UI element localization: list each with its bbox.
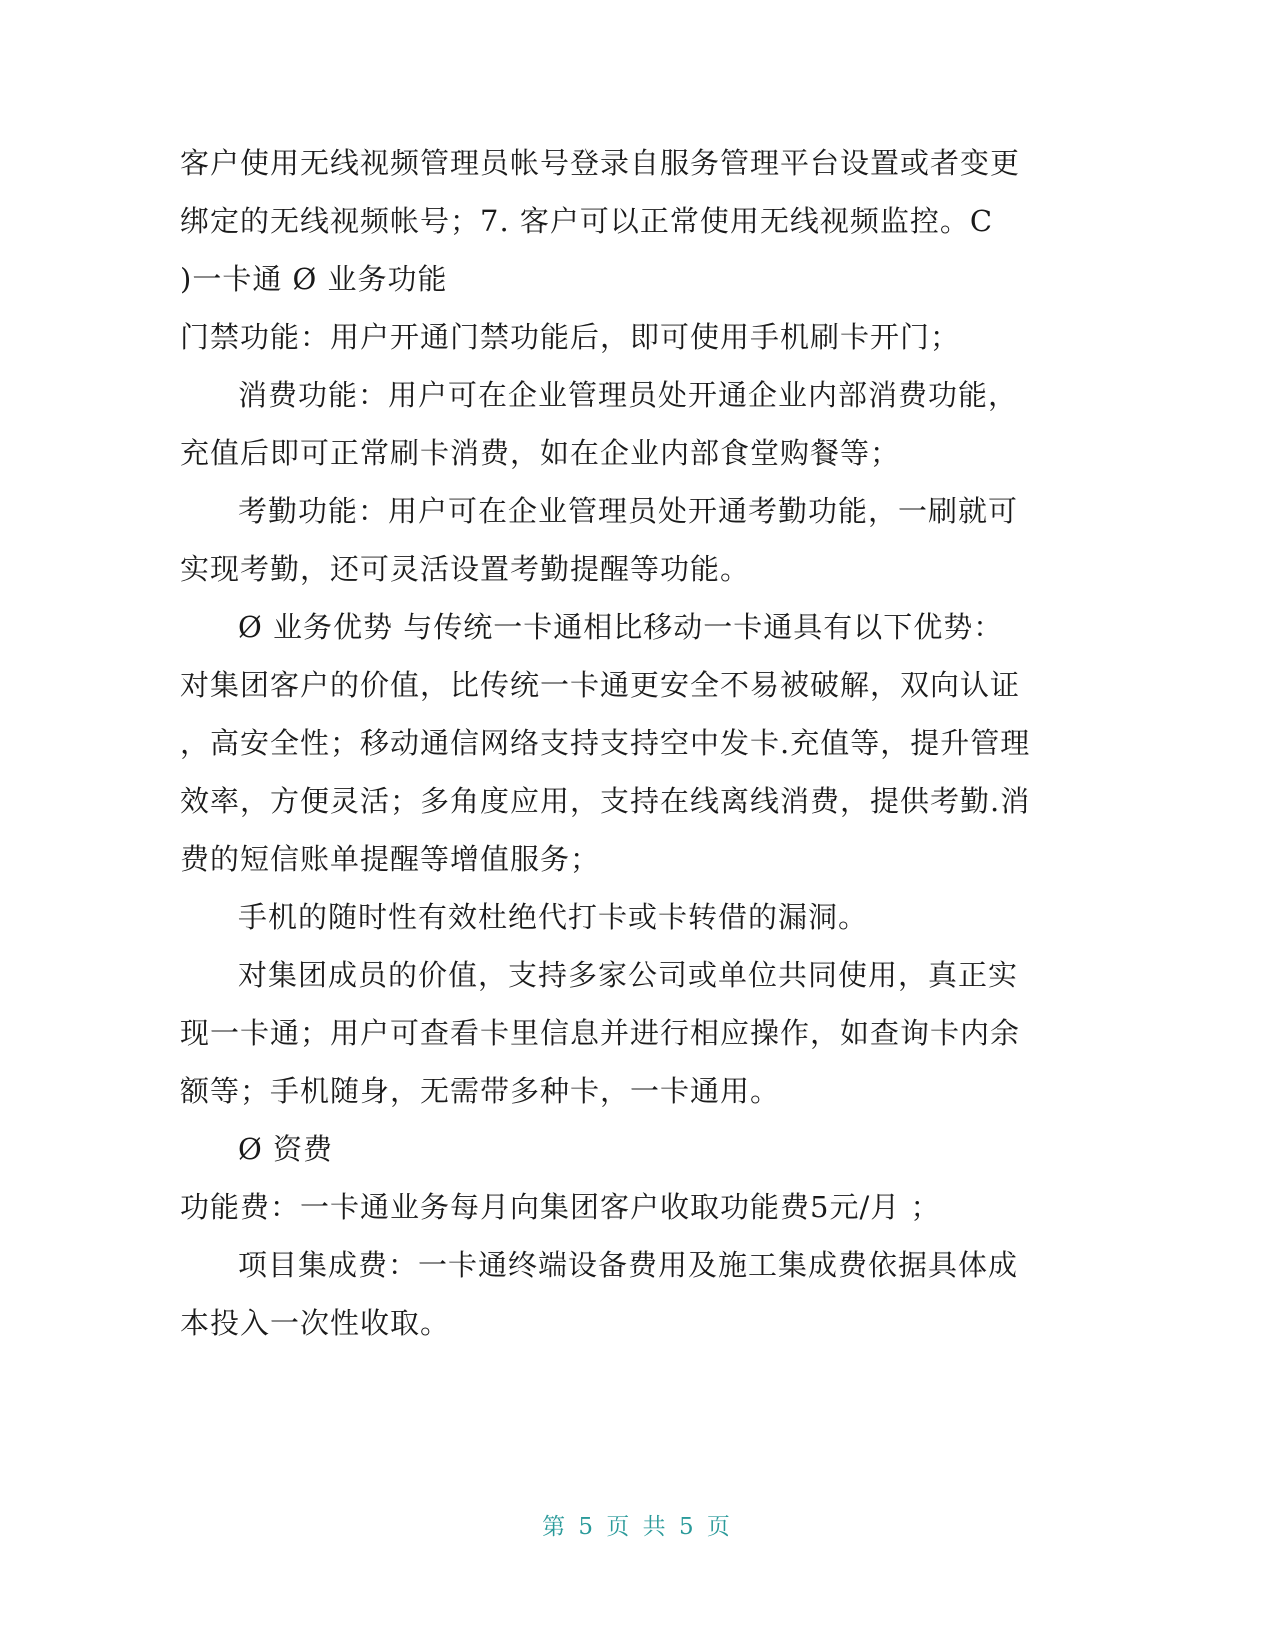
- text-line-2: 绑定的无线视频帐号；7. 客户可以正常使用无线视频监控。C: [180, 204, 994, 238]
- page-number-footer: 第 5 页 共 5 页: [542, 1514, 733, 1540]
- text-line-consumption-1: 消费功能：用户可在企业管理员处开通企业内部消费功能，: [238, 378, 1019, 412]
- text-line-group-value-3: 效率，方便灵活；多角度应用，支持在线离线消费，提供考勤.消: [180, 784, 1031, 818]
- text-line-member-value-1: 对集团成员的价值，支持多家公司或单位共同使用，真正实: [238, 958, 1019, 992]
- section-heading-business-advantages: Ø 业务优势 与传统一卡通相比移动一卡通具有以下优势：: [238, 610, 1004, 644]
- text-line-integration-fee-1: 项目集成费：一卡通终端设备费用及施工集成费依据具体成: [238, 1248, 1019, 1282]
- text-line-attendance-1: 考勤功能：用户可在企业管理员处开通考勤功能，一刷就可: [238, 494, 1019, 528]
- text-line-function-fee: 功能费：一卡通业务每月向集团客户收取功能费5元/月 ；: [180, 1190, 941, 1224]
- text-line-1: 客户使用无线视频管理员帐号登录自服务管理平台设置或者变更: [180, 146, 1021, 180]
- text-line-access-control: 门禁功能：用户开通门禁功能后，即可使用手机刷卡开门；: [180, 320, 961, 354]
- text-line-group-value-4: 费的短信账单提醒等增值服务；: [180, 842, 601, 876]
- text-line-group-value-1: 对集团客户的价值，比传统一卡通更安全不易被破解，双向认证: [180, 668, 1021, 702]
- section-heading-fees: Ø 资费: [238, 1132, 333, 1166]
- text-line-integration-fee-2: 本投入一次性收取。: [180, 1306, 451, 1340]
- text-line-group-value-2: ，高安全性；移动通信网络支持支持空中发卡.充值等，提升管理: [180, 726, 1031, 760]
- text-line-phone-advantage: 手机的随时性有效杜绝代打卡或卡转借的漏洞。: [238, 900, 869, 934]
- text-line-member-value-3: 额等；手机随身，无需带多种卡，一卡通用。: [180, 1074, 781, 1108]
- text-line-member-value-2: 现一卡通；用户可查看卡里信息并进行相应操作，如查询卡内余: [180, 1016, 1021, 1050]
- text-line-consumption-2: 充值后即可正常刷卡消费，如在企业内部食堂购餐等；: [180, 436, 901, 470]
- section-heading-business-functions: )一卡通 Ø 业务功能: [180, 262, 448, 296]
- text-line-attendance-2: 实现考勤，还可灵活设置考勤提醒等功能。: [180, 552, 751, 586]
